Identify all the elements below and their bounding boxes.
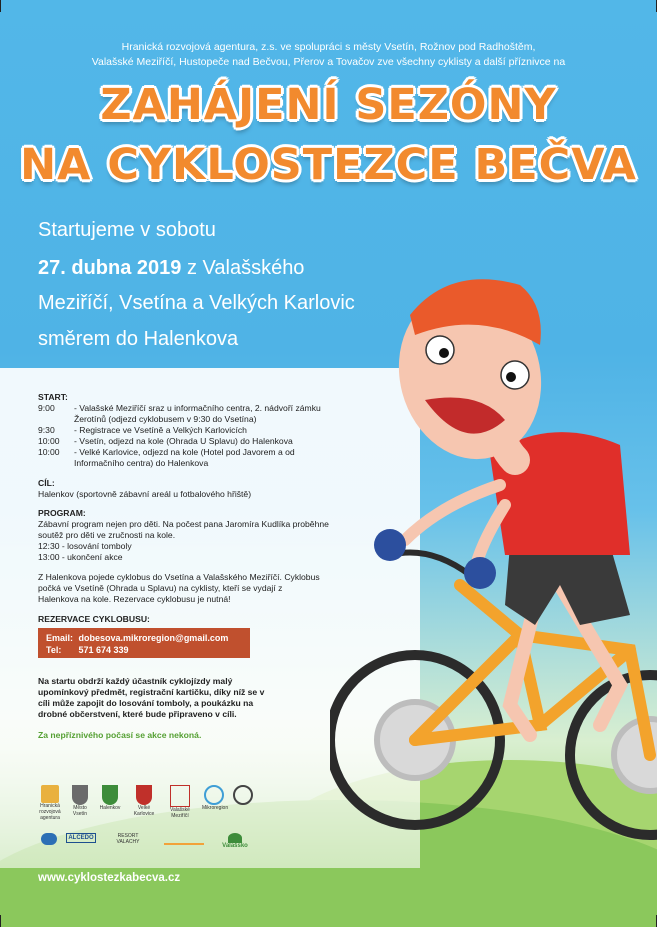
bike-handlebar	[390, 553, 470, 576]
schedule-time: 10:00	[38, 447, 60, 457]
notice-section	[38, 676, 266, 741]
schedule-heading: START:	[38, 392, 68, 402]
weather-notice: Za nepříznivého počasí se akce nekoná.	[38, 730, 202, 740]
program-section	[38, 508, 338, 563]
intro-line: Hranická rozvojová agentura, z.s. ve spolupráci s městy Vsetín, Rožnov pod Radhoštěm,	[121, 41, 536, 53]
logo-valassko: Valašsko	[220, 833, 250, 849]
notice-text: Na startu obdrží každý účastník cyklojízdy malý upomínkový předmět, registrační kartičku, díky níž se v cíli může zapojit do losování tomboly, a poukázku na drobné občerstvení, které bude připraveno v cíli.	[38, 676, 265, 719]
tel-value[interactable]: 571 674 339	[78, 645, 129, 655]
start-line-3: Meziříčí, Vsetína a Velkých Karlovic	[38, 292, 355, 314]
schedule-time: 9:00	[38, 403, 55, 413]
reservation-heading: REZERVACE CYKLOBUSU:	[38, 614, 150, 624]
bus-text: Z Halenkova pojede cyklobus do Vsetína a Valašského Meziříčí. Cyklobus počká ve Vsetíně (Ohrada u Splavu) na cyklisty, kteří se vydají z Halenkova na kole. Rezervace cyklobusu je nutná!	[38, 572, 320, 604]
cyclist-shorts	[505, 545, 630, 625]
cyclist-eye-pupil	[506, 372, 516, 382]
reservation-section	[38, 614, 338, 625]
program-row: 13:00 - ukončení akce	[38, 552, 123, 562]
schedule-text: - Registrace ve Vsetíně a Velkých Karlovicích	[74, 425, 247, 435]
start-place: z Valašského	[181, 257, 305, 279]
reservation-box	[38, 628, 250, 658]
program-text: Zábavní program nejen pro děti. Na počest pana Jaromíra Kudlíka proběhne soutěž pro děti ve zručnosti na kole.	[38, 519, 329, 540]
program-heading: PROGRAM:	[38, 508, 86, 518]
logo-valachy: RESORT VALACHY	[116, 833, 140, 845]
schedule-row	[38, 447, 338, 469]
tel-label: Tel:	[46, 645, 62, 655]
schedule-time: 9:30	[38, 425, 55, 435]
logo-compass	[232, 785, 254, 805]
start-line-4: směrem do Halenkova	[38, 328, 239, 350]
cyclist-illustration	[330, 255, 657, 927]
finish-text: Halenkov (sportovně zábavní areál u fotbalového hřiště)	[38, 489, 252, 499]
logo-orange	[162, 833, 206, 845]
cyclist-eye-pupil	[439, 348, 449, 358]
intro-text	[30, 40, 627, 70]
intro-line: Valašské Meziříčí, Hustopeče nad Bečvou, Přerov a Tovačov zve všechny cyklisty a další příznivce na	[91, 56, 566, 68]
crop-mark	[0, 0, 1, 12]
logo-bus	[38, 833, 60, 845]
crop-mark	[0, 915, 1, 927]
schedule-text: - Vsetín, odjezd na kole (Ohrada U Splavu) do Halenkova	[74, 436, 293, 446]
cyclist-glove	[374, 529, 406, 561]
email-label: Email:	[46, 633, 74, 643]
finish-heading: CÍL:	[38, 478, 55, 488]
program-row: 12:30 - losování tomboly	[38, 541, 132, 551]
schedule-row	[38, 403, 338, 425]
title-line-2: NA CYKLOSTEZCE BEČVA	[20, 140, 637, 190]
start-line-1: Startujeme v sobotu	[38, 219, 216, 241]
logo-hra: Hranická rozvojová agentura	[38, 785, 62, 821]
logo-vsetin: Město Vsetín	[68, 785, 92, 817]
logo-karlovice: Velké Karlovice	[130, 785, 158, 817]
website-link[interactable]: www.cyklostezkabecva.cz	[38, 872, 181, 884]
logo-alcedo: ALCEDO	[66, 833, 96, 843]
title-line-1: ZAHÁJENÍ SEZÓNY	[100, 80, 557, 130]
schedule-section	[38, 392, 338, 469]
logo-halenkov: Halenkov	[98, 785, 122, 811]
finish-section	[38, 478, 338, 500]
start-date: 27. dubna 2019	[38, 257, 182, 279]
schedule-time: 10:00	[38, 436, 60, 446]
bus-section	[38, 572, 323, 605]
cyclist-glove	[464, 557, 496, 589]
email-value[interactable]: dobesova.mikroregion@gmail.com	[78, 633, 229, 643]
schedule-row	[38, 436, 338, 447]
schedule-text: - Velké Karlovice, odjezd na kole (Hotel pod Javorem a od Informačního centra) do Halenkova	[74, 447, 295, 468]
schedule-text: - Valašské Meziříčí sraz u informačního centra, 2. nádvoří zámku Žerotínů (odjezd cyklobusem v 9:30 do Vsetína)	[74, 403, 321, 424]
logo-mikroregion: Mikroregion	[202, 785, 226, 811]
schedule-row	[38, 425, 338, 436]
logo-valmez: Valašské Meziříčí	[166, 785, 194, 819]
